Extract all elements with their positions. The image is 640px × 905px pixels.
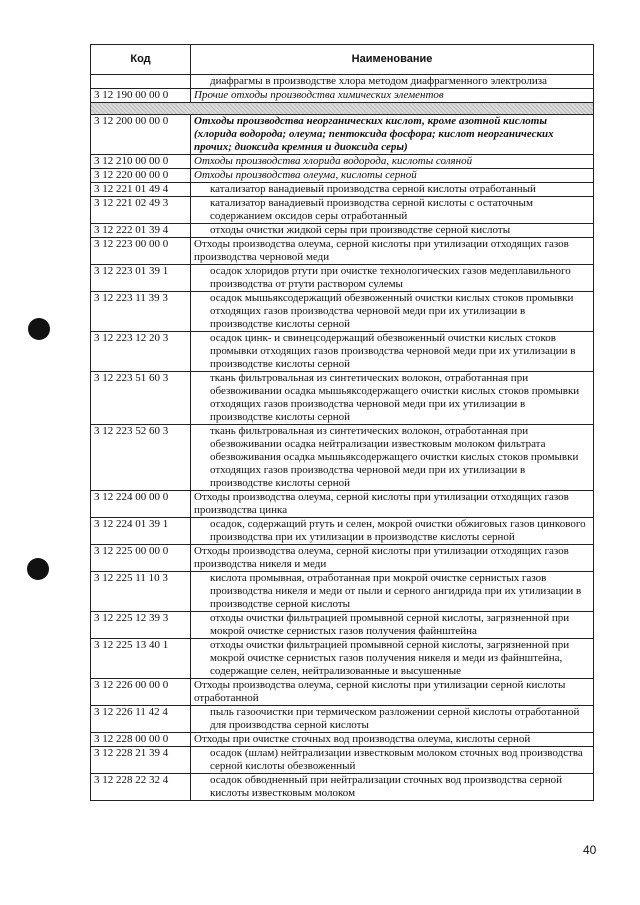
waste-code-cell: 3 12 226 00 00 0 — [91, 679, 191, 706]
waste-name-cell: Отходы производства олеума, серной кислоты при утилизации серной кислоты отработанной — [191, 679, 594, 706]
waste-name-cell: ткань фильтровальная из синтетических волокон, отработанная при обезвоживании осадка нейтрализации известковым молоком фильтрата обезвоживания осадка мышьяксодержащего очистки кислых стоков промывки отходящих газов производства черновой меди при их утилизации в производстве кислоты серной — [191, 425, 594, 491]
table-row — [91, 774, 594, 801]
waste-name-cell: осадок мышьяксодержащий обезвоженный очистки кислых стоков промывки отходящих газов производства черновой меди при их утилизации в производстве кислоты серной — [191, 292, 594, 332]
waste-code-cell: 3 12 223 11 39 3 — [91, 292, 191, 332]
table-row — [91, 292, 594, 332]
waste-name-cell: отходы очистки жидкой серы при производстве серной кислоты — [191, 224, 594, 238]
table-row — [91, 747, 594, 774]
waste-name-cell: Отходы производства неорганических кислот, кроме азотной кислоты (хлорида водорода; олеума; пентоксида фосфора; кислот неорганических прочих; диоксида кремния и диоксида серы) — [191, 115, 594, 155]
waste-code-cell: 3 12 222 01 39 4 — [91, 224, 191, 238]
table-row — [91, 183, 594, 197]
waste-code-cell: 3 12 220 00 00 0 — [91, 169, 191, 183]
table-row — [91, 197, 594, 224]
waste-name-cell: Отходы производства олеума, кислоты серной — [191, 169, 594, 183]
table-body — [91, 75, 594, 801]
waste-name-cell: осадок (шлам) нейтрализации известковым молоком сточных вод производства серной кислоты обезвоженный — [191, 747, 594, 774]
table-row — [91, 372, 594, 425]
waste-classification-table — [90, 44, 594, 801]
waste-name-cell: Прочие отходы производства химических элементов — [191, 89, 594, 103]
column-header-name: Наименование — [191, 45, 594, 75]
table-row — [91, 518, 594, 545]
waste-name-cell: Отходы производства хлорида водорода, кислоты соляной — [191, 155, 594, 169]
table-row — [91, 155, 594, 169]
table-row — [91, 169, 594, 183]
table-row — [91, 238, 594, 265]
waste-code-cell: 3 12 225 11 10 3 — [91, 572, 191, 612]
waste-code-cell: 3 12 224 00 00 0 — [91, 491, 191, 518]
column-header-code: Код — [91, 45, 191, 75]
waste-code-cell: 3 12 226 11 42 4 — [91, 706, 191, 733]
waste-code-cell: 3 12 228 00 00 0 — [91, 733, 191, 747]
waste-name-cell: отходы очистки фильтрацией промывной серной кислоты, загрязненной при мокрой очистке сернистых газов получения файнштейна — [191, 612, 594, 639]
waste-name-cell: осадок, содержащий ртуть и селен, мокрой очистки обжиговых газов цинкового производства при их утилизации в производстве кислоты серной — [191, 518, 594, 545]
table-header-row — [91, 45, 594, 75]
waste-code-cell: 3 12 225 00 00 0 — [91, 545, 191, 572]
table-row — [91, 612, 594, 639]
shaded-separator-row — [91, 103, 594, 115]
waste-name-cell: диафрагмы в производстве хлора методом диафрагменного электролиза — [191, 75, 594, 89]
table-row — [91, 706, 594, 733]
table-row — [91, 733, 594, 747]
shaded-separator-cell — [91, 103, 594, 115]
waste-code-cell: 3 12 221 02 49 3 — [91, 197, 191, 224]
waste-code-cell: 3 12 223 52 60 3 — [91, 425, 191, 491]
page-number: 40 — [583, 843, 597, 857]
waste-code-cell: 3 12 223 00 00 0 — [91, 238, 191, 265]
waste-name-cell: осадок хлоридов ртути при очистке технологических газов медеплавильного производства от ртути раствором сулемы — [191, 265, 594, 292]
waste-name-cell: катализатор ванадиевый производства серной кислоты с остаточным содержанием оксидов серы отработанный — [191, 197, 594, 224]
waste-code-cell: 3 12 223 12 20 3 — [91, 332, 191, 372]
waste-code-cell: 3 12 224 01 39 1 — [91, 518, 191, 545]
waste-name-cell: отходы очистки фильтрацией промывной серной кислоты, загрязненной при мокрой очистке сернистых газов получения никеля и меди из файнштейна, содержащие селен, нейтрализованные и высушенные — [191, 639, 594, 679]
table-row — [91, 491, 594, 518]
waste-code-cell: 3 12 223 51 60 3 — [91, 372, 191, 425]
waste-name-cell: Отходы производства олеума, серной кислоты при утилизации отходящих газов производства цинка — [191, 491, 594, 518]
waste-name-cell: Отходы при очистке сточных вод производства олеума, кислоты серной — [191, 733, 594, 747]
table-row — [91, 332, 594, 372]
waste-code-cell: 3 12 225 13 40 1 — [91, 639, 191, 679]
waste-code-cell: 3 12 228 21 39 4 — [91, 747, 191, 774]
table-row — [91, 572, 594, 612]
waste-code-cell: 3 12 200 00 00 0 — [91, 115, 191, 155]
table-row — [91, 265, 594, 292]
waste-name-cell: Отходы производства олеума, серной кислоты при утилизации отходящих газов производства никеля и меди — [191, 545, 594, 572]
waste-code-cell: 3 12 225 12 39 3 — [91, 612, 191, 639]
waste-name-cell: пыль газоочистки при термическом разложении серной кислоты отработанной для производства серной кислоты — [191, 706, 594, 733]
punch-hole-mark — [27, 558, 49, 580]
waste-code-cell: 3 12 210 00 00 0 — [91, 155, 191, 169]
waste-code-cell: 3 12 228 22 32 4 — [91, 774, 191, 801]
waste-name-cell: осадок обводненный при нейтрализации сточных вод производства серной кислоты известковым молоком — [191, 774, 594, 801]
waste-code-cell: 3 12 223 01 39 1 — [91, 265, 191, 292]
table-row — [91, 89, 594, 103]
waste-name-cell: Отходы производства олеума, серной кислоты при утилизации отходящих газов производства черновой меди — [191, 238, 594, 265]
table-row — [91, 75, 594, 89]
waste-name-cell: ткань фильтровальная из синтетических волокон, отработанная при обезвоживании осадка мышьяксодержащего очистки кислых стоков промывки отходящих газов производства черновой меди при их утилизации в производстве кислоты серной — [191, 372, 594, 425]
table-row — [91, 639, 594, 679]
waste-name-cell: кислота промывная, отработанная при мокрой очистке сернистых газов производства никеля и меди от пыли и серного ангидрида при их утилизации в производстве серной кислоты — [191, 572, 594, 612]
waste-code-cell: 3 12 221 01 49 4 — [91, 183, 191, 197]
table-row — [91, 545, 594, 572]
table-row — [91, 679, 594, 706]
waste-code-cell — [91, 75, 191, 89]
waste-name-cell: осадок цинк- и свинецсодержащий обезвоженный очистки кислых стоков промывки отходящих газов производства черновой меди при их утилизации в производстве кислоты серной — [191, 332, 594, 372]
waste-name-cell: катализатор ванадиевый производства серной кислоты отработанный — [191, 183, 594, 197]
waste-code-cell: 3 12 190 00 00 0 — [91, 89, 191, 103]
table-row — [91, 115, 594, 155]
punch-hole-mark — [28, 318, 50, 340]
table-row — [91, 224, 594, 238]
table-row — [91, 425, 594, 491]
